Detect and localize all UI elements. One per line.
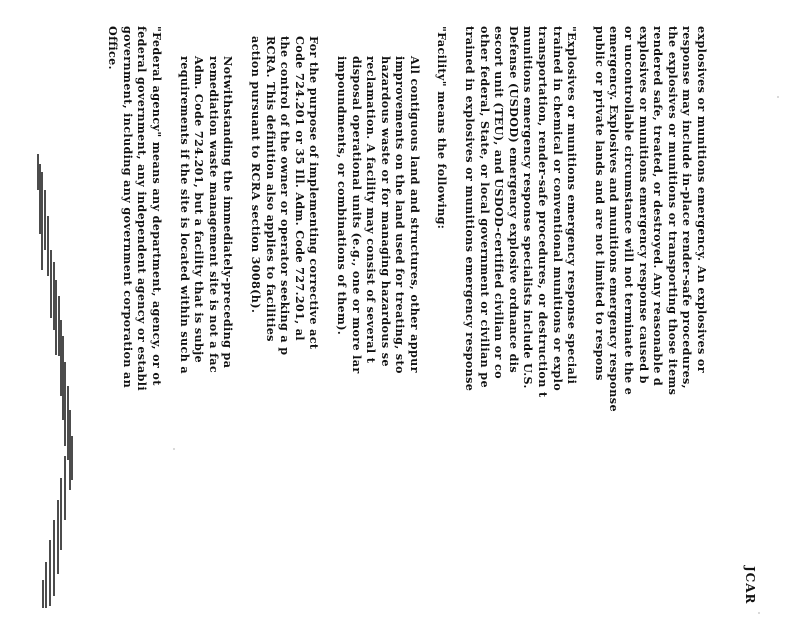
text-line: the control of the owner or operator seeking a p	[278, 36, 293, 356]
scanner-edge-noise	[28, 150, 74, 610]
text-line: impoundments, or combinations of them).	[334, 56, 349, 336]
paragraph-gap	[450, 26, 463, 618]
text-line: rendered safe, treated, or destroyed. Any reasonable d	[651, 26, 666, 387]
text-line: "Federal agency" means any department, agency, or ot	[150, 26, 164, 386]
text-line: response may include in-place render-safe procedures,	[680, 26, 695, 389]
paragraph-gap	[579, 26, 592, 618]
text-line: trained in explosives or munitions emergency response	[463, 26, 478, 392]
text-line: For the purpose of implementing corrective act	[307, 36, 322, 350]
paragraph-gap	[422, 26, 435, 618]
text-line: improvements on the land used for treating, sto	[393, 56, 408, 374]
text-line: Notwithstanding the immediately-preceding pa	[221, 56, 236, 369]
text-line: Defense (USDOD) emergency explosive ordnance dis	[506, 26, 521, 373]
running-head: JCAR	[743, 566, 757, 605]
text-line: hazardous waste or for managing hazardous se	[378, 56, 393, 367]
text-line: public or private lands and are not limited to respons	[592, 26, 607, 381]
document-body	[106, 26, 709, 618]
text-line: emergency. Explosives and munitions emergency response	[607, 26, 622, 412]
scan-speck	[777, 96, 779, 98]
text-line: action pursuant to RCRA section 3008(h).	[248, 36, 263, 314]
text-line: escort unit (TEU), and USDOD-certified civilian or co	[492, 26, 507, 379]
text-line: Code 724.201 or 35 Ill. Adm. Code 727.201, al	[292, 36, 307, 341]
text-line: requirements if the site is located within such a	[177, 56, 192, 375]
text-line: Adm. Code 724.201, but a facility that is subje	[192, 56, 207, 363]
text-line: explosives or munitions emergency response caused b	[636, 26, 651, 384]
text-line: "Facility" means the following:	[435, 26, 450, 230]
text-line: munitions emergency response specialists include U.S.	[521, 26, 536, 389]
text-line: remediation waste management site is not a fac	[206, 56, 221, 374]
paragraph-gap	[164, 26, 177, 618]
scan-speck	[758, 612, 760, 614]
text-line: the explosives or munitions or transporting those items	[665, 26, 680, 396]
text-line: transportation, render-safe procedures, or destruction t	[536, 26, 551, 398]
text-line: "Explosives or munitions emergency response speciali	[565, 26, 580, 385]
text-line: trained in chemical or conventional munitions or explo	[550, 26, 565, 392]
text-line: Office.	[106, 26, 121, 70]
text-line: other federal, State, or local government or civilian pe	[477, 26, 492, 388]
text-line: federal government, any independent agency or establi	[135, 26, 150, 391]
text-line: government, including any government corporation an	[120, 26, 135, 389]
text-line: or uncontrollable circumstance will not terminate the e	[622, 26, 637, 396]
paragraph-gap	[235, 26, 248, 618]
text-line: explosives or munitions emergency. An explosives or	[695, 26, 709, 373]
text-line: reclamation. A facility may consist of several t	[364, 56, 379, 364]
scan-speck	[173, 448, 175, 450]
paragraph-gap	[321, 26, 334, 618]
text-line: RCRA. This definition also applies to facilities	[263, 36, 278, 342]
text-line: disposal operational units (e.g., one or more lar	[349, 56, 364, 374]
text-line: All contiguous land and structures, other appur	[407, 56, 422, 373]
